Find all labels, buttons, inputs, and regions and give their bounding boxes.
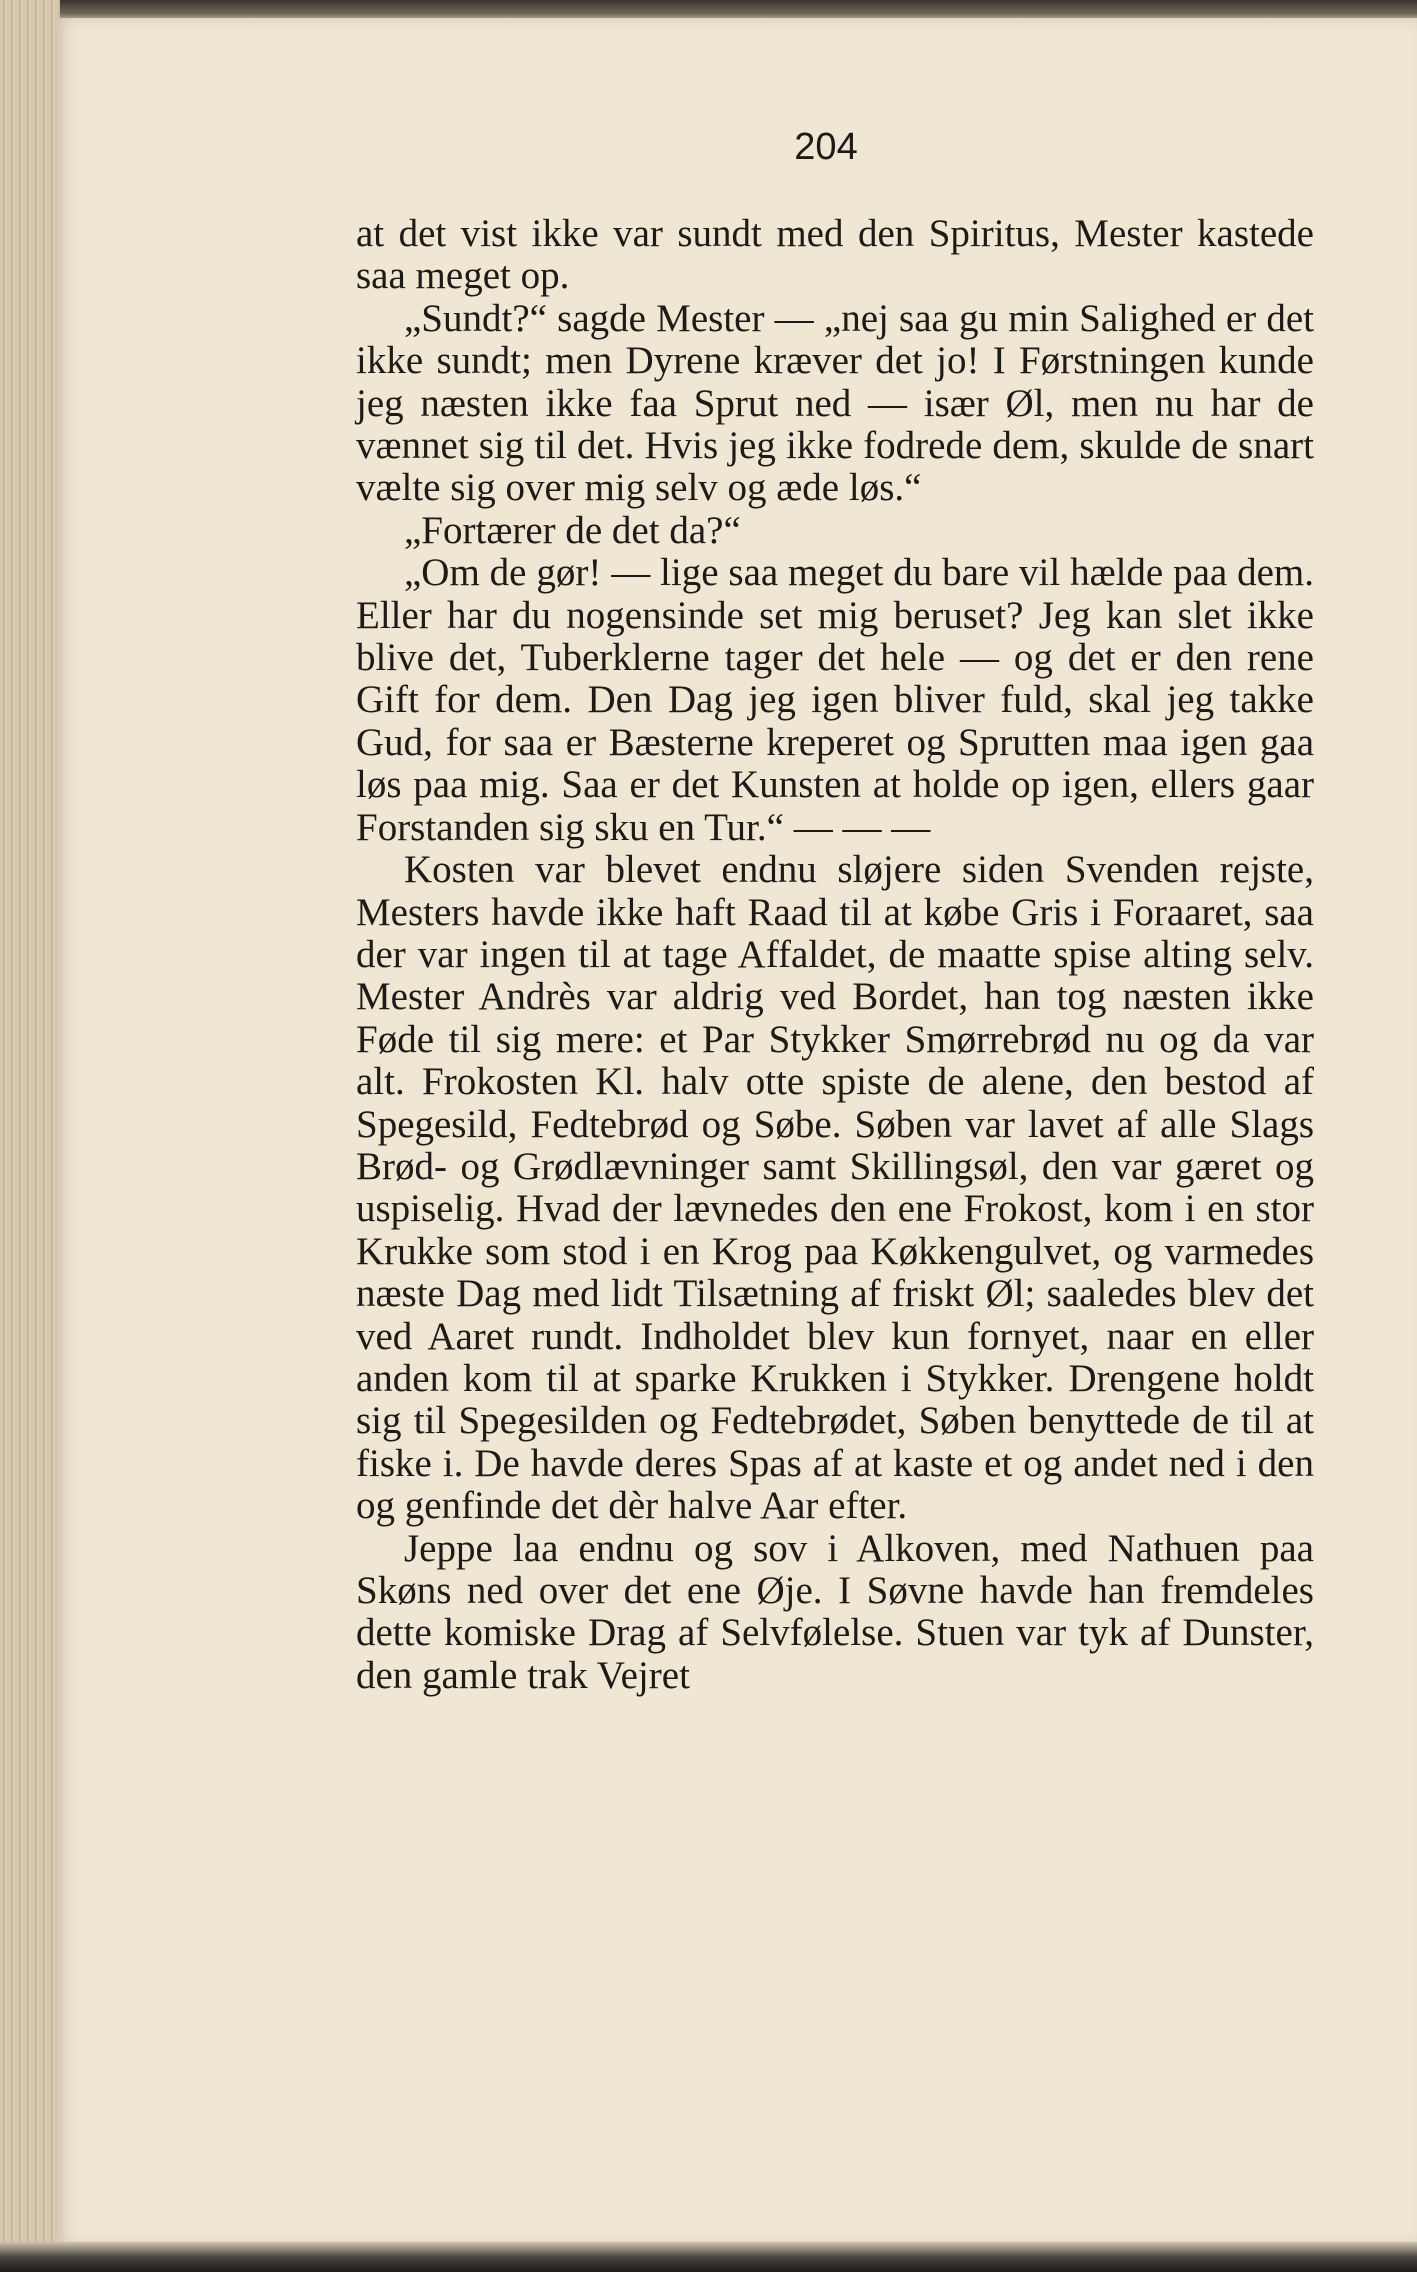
paragraph-1: at det vist ikke var sundt med den Spiritus, Mester kastede saa meget op.	[356, 212, 1314, 298]
page-number: 204	[794, 126, 858, 168]
paragraph-2: „Sundt?“ sagde Mester — „nej saa gu min Salighed er det ikke sundt; men Dyrene kræver det jo! I Førstningen kunde jeg næsten ikke faa Sprut ned — især Øl, men nu har de vænnet sig til det. Hvis jeg ikke fodrede dem, skulde de snart vælte sig over mig selv og æde løs.“	[356, 296, 1314, 510]
paragraph-6: Jeppe laa endnu og sov i Alkoven, med Nathuen paa Skøns ned over det ene Øje. I Søvne havde han fremdeles dette komiske Drag af Selvfølelse. Stuen var tyk af Dunster, den gamle trak Vejret	[356, 1526, 1314, 1697]
book-bottom-edge	[0, 2242, 1417, 2272]
book-page	[56, 18, 1417, 2246]
book-page-edges	[0, 0, 60, 2272]
paragraph-4: „Om de gør! — lige saa meget du bare vil hælde paa dem. Eller har du nogensinde set mig beruset? Jeg kan slet ikke blive det, Tuberklerne tager det hele — og det er den rene Gift for dem. Den Dag jeg igen bliver fuld, skal jeg takke Gud, for saa er Bæsterne kreperet og Sprutten maa igen gaa løs paa mig. Saa er det Kunsten at holde op igen, ellers gaar Forstanden sig sku en Tur.“ — — —	[356, 551, 1314, 849]
body-text	[356, 213, 1314, 1697]
paragraph-3: „Fortærer de det da?“	[404, 508, 741, 552]
paragraph-5: Kosten var blevet endnu sløjere siden Svenden rejste, Mesters havde ikke haft Raad til at købe Gris i Foraaret, saa der var ingen til at tage Affaldet, de maatte spise alting selv. Mester Andrès var aldrig ved Bordet, han tog næsten ikke Føde til sig mere: et Par Stykker Smørrebrød nu og da var alt. Frokosten Kl. halv otte spiste de alene, den bestod af Spegesild, Fedtebrød og Søbe. Søben var lavet af alle Slags Brød- og Grødlævninger samt Skillingsøl, den var gæret og uspiselig. Hvad der lævnedes den ene Frokost, kom i en stor Krukke som stod i en Krog paa Køkkengulvet, og varmedes næste Dag med lidt Tilsætning af friskt Øl; saaledes blev det ved Aaret rundt. Indholdet blev kun fornyet, naar en eller anden kom til at sparke Krukken i Stykker. Drengene holdt sig til Spegesilden og Fedtebrødet, Søben benyttede de til at fiske i. De havde deres Spas af at kaste et og andet ned i den og genfinde det dèr halve Aar efter.	[356, 848, 1314, 1528]
